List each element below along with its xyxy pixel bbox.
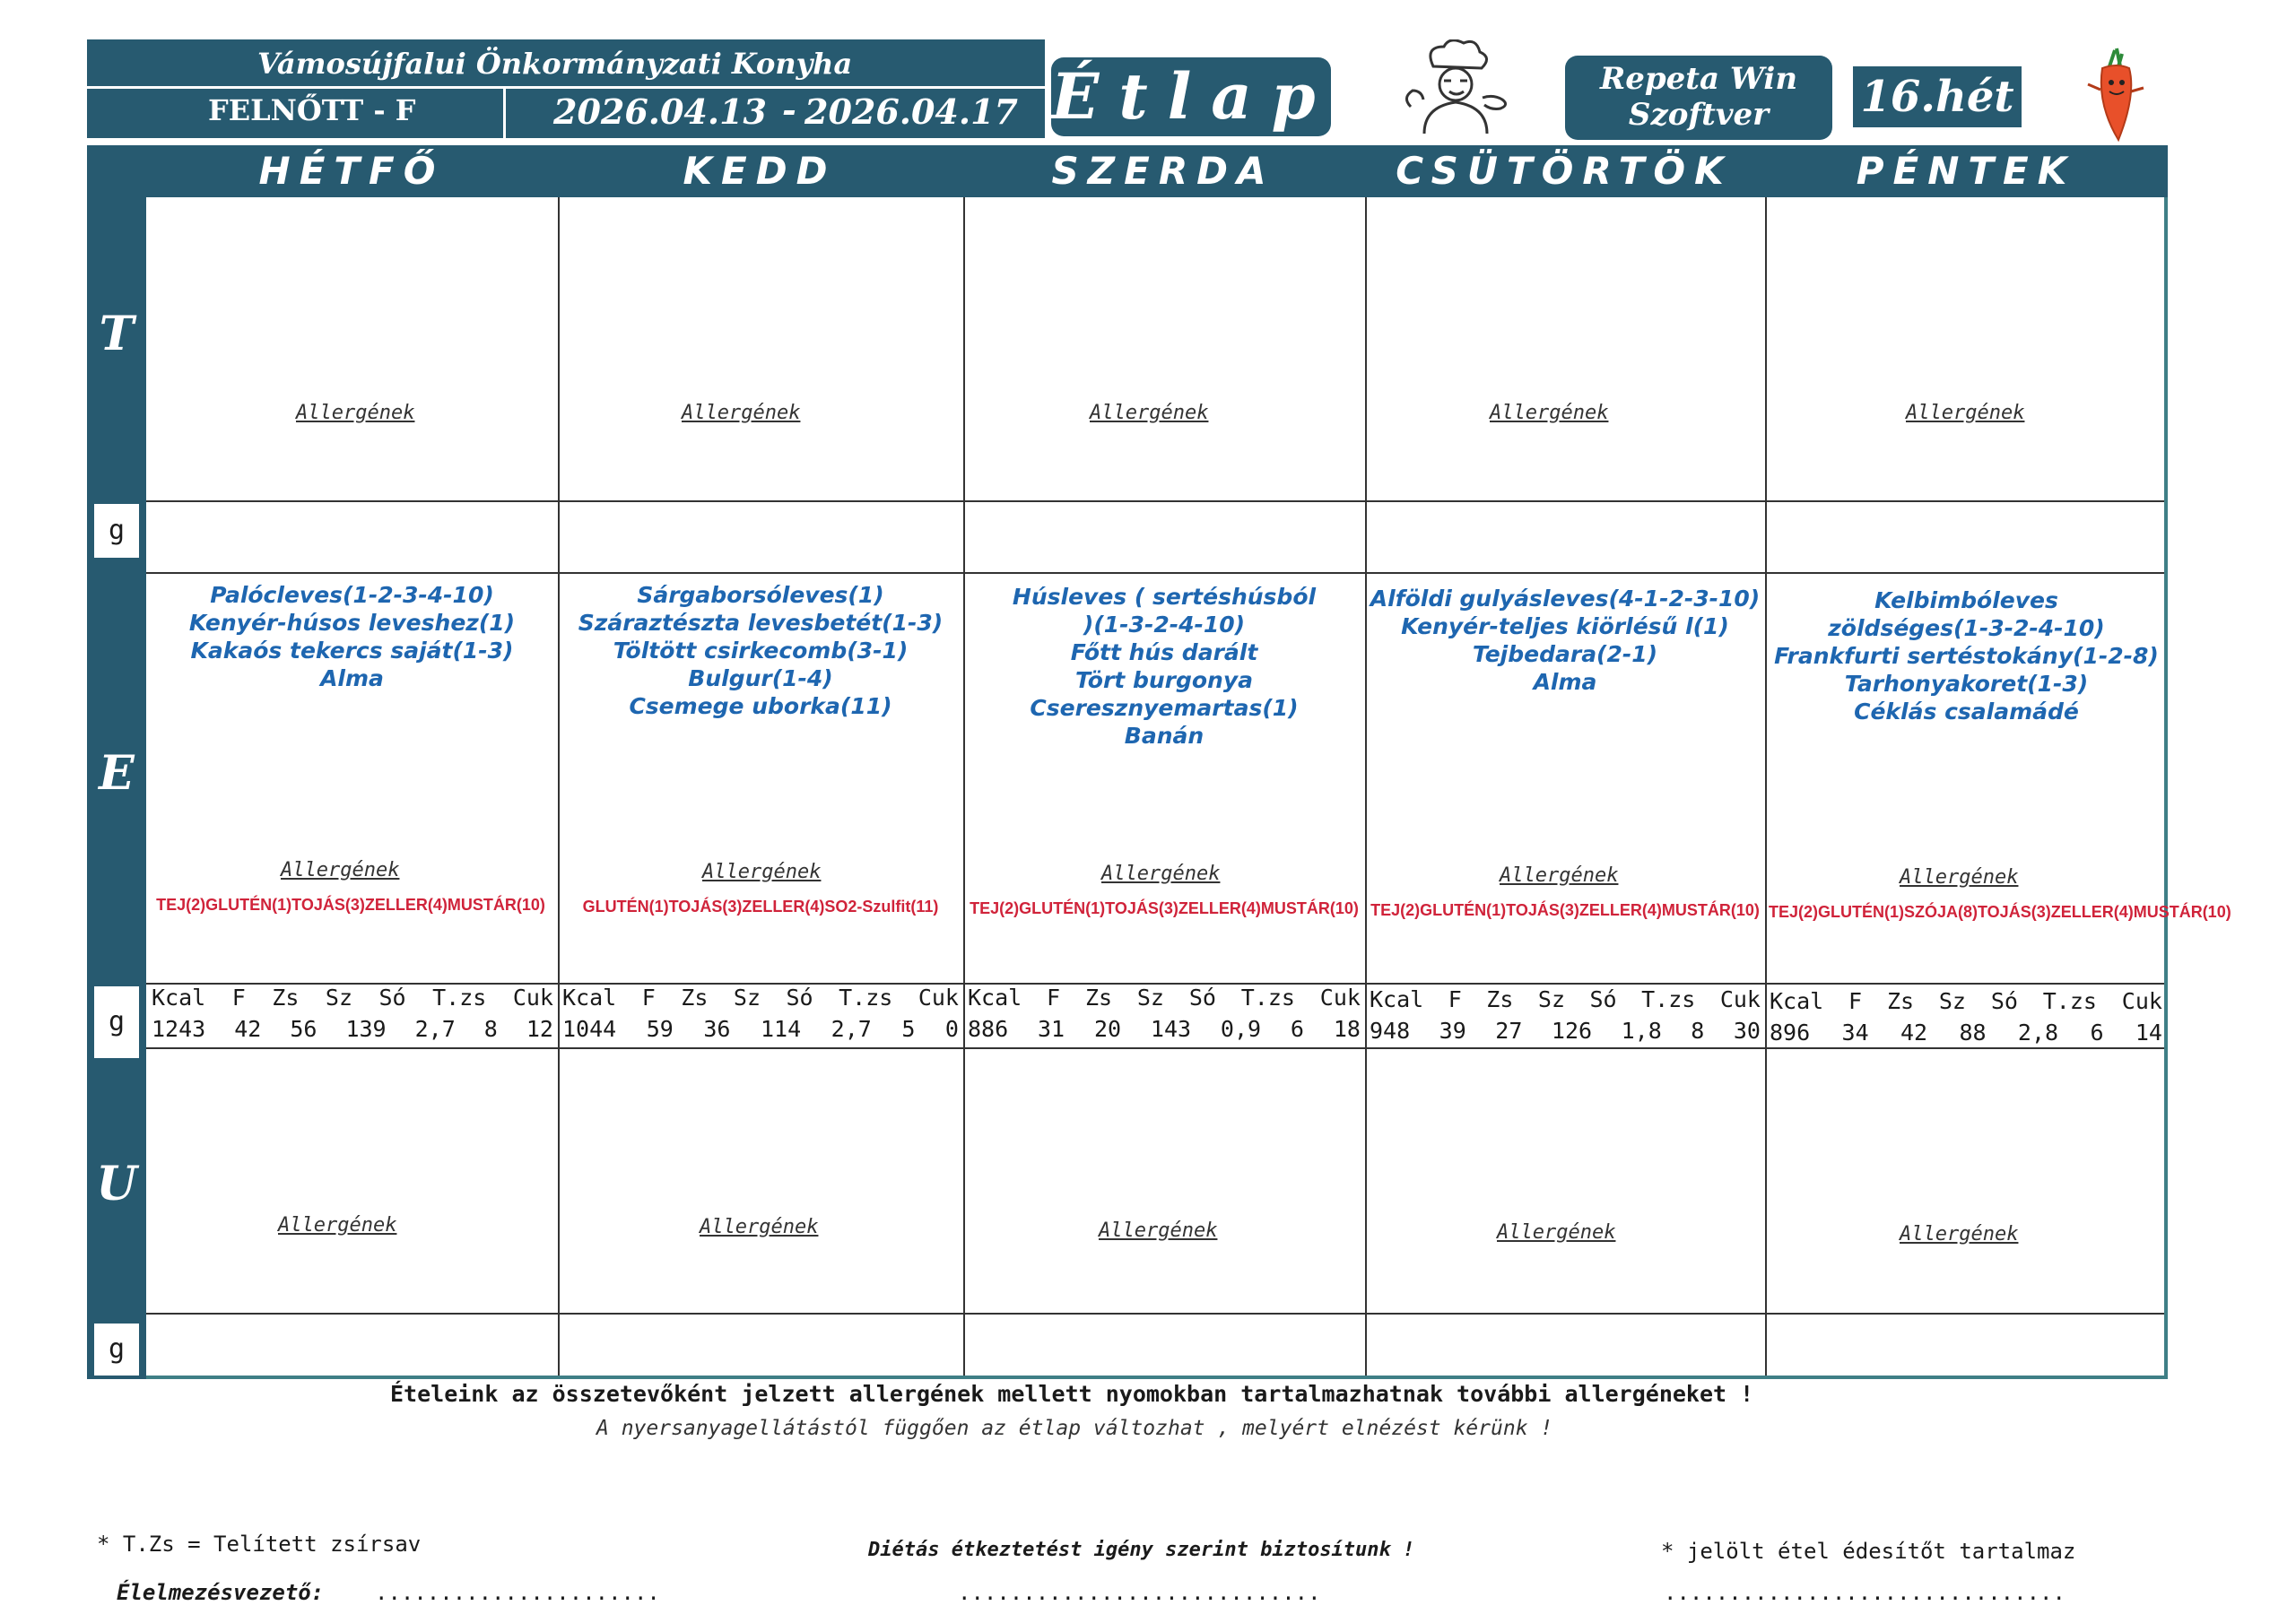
- date-to: 2026.04.17: [804, 91, 1018, 132]
- header-divider: [87, 86, 1045, 89]
- nutrition-values: 896 34 42 88 2,8 6 14: [1770, 1020, 2162, 1046]
- nutrition-values: 1044 59 36 114 2,7 5 0: [562, 1016, 959, 1042]
- change-notice: A nyersanyagellátástól függően az étlap változhat , melyért elnézést kérünk !: [596, 1417, 1553, 1440]
- column-divider: [558, 197, 560, 1376]
- signature-line-center: ............................: [958, 1580, 1321, 1605]
- lunch-allergen-label: Allergének: [1900, 866, 2019, 889]
- dish-item: Kelbimbóleves: [1874, 587, 2058, 613]
- meal-breakfast-label: T: [99, 307, 135, 361]
- dish-item: )(1-3-2-4-10): [1083, 612, 1246, 638]
- software-name: Repeta Win: [1599, 61, 1798, 97]
- dish-item: Alföldi gulyásleves(4-1-2-3-10): [1370, 586, 1761, 612]
- dish-item: Kenyér-húsos leveshez(1): [188, 610, 516, 636]
- menu-group: FELNŐTT - F: [208, 93, 416, 127]
- meal-dinner-label: U: [96, 1157, 137, 1211]
- date-separator: -: [782, 90, 796, 130]
- dish-item: Tört burgonya: [1074, 667, 1254, 693]
- manager-label: Élelmezésvezető:: [117, 1580, 325, 1605]
- lunch-allergens-friday: TEJ(2)GLUTÉN(1)SZÓJA(8)TOJÁS(3)ZELLER(4)MUSTÁR(10): [1769, 903, 2231, 921]
- dish-item: Kenyér-teljes kiörlésű l(1): [1401, 613, 1729, 639]
- day-monday: HÉTFŐ: [258, 149, 445, 193]
- nutrition-header: Kcal F Zs Sz Só T.zs Cuk: [1770, 988, 2162, 1014]
- menu-grid: [146, 197, 2231, 1379]
- dish-item: Főtt hús darált: [1070, 639, 1258, 665]
- breakfast-allergen-label: Allergének: [1090, 402, 1209, 424]
- lunch-allergens-thursday: TEJ(2)GLUTÉN(1)TOJÁS(3)ZELLER(4)MUSTÁR(10): [1370, 901, 1760, 919]
- week-label: 16.hét: [1853, 66, 2022, 127]
- dish-item: Tarhonyakoret(1-3): [1844, 671, 2089, 697]
- manager-signature-line: ......................: [375, 1580, 660, 1605]
- nutrition-monday: [152, 985, 553, 1042]
- day-thursday: CSÜTÖRTÖK: [1396, 149, 1733, 193]
- grams-label: g: [94, 1324, 139, 1376]
- dish-item: Csemege uborka(11): [629, 693, 892, 719]
- lunch-dishes-monday: [146, 581, 558, 692]
- nutrition-header: Kcal F Zs Sz Só T.zs Cuk: [1370, 986, 1761, 1012]
- row-divider: [146, 1047, 2164, 1049]
- kitchen-name: Vámosújfalui Önkormányzati Konyha: [257, 47, 853, 81]
- nutrition-tuesday: [562, 985, 959, 1042]
- dish-item: Töltött csirkecomb(3-1): [613, 638, 909, 664]
- chef-logo-icon: [1388, 39, 1525, 138]
- breakfast-allergen-label: Allergének: [682, 402, 801, 424]
- header-divider-vertical: [503, 89, 506, 138]
- nutrition-friday: [1770, 988, 2162, 1046]
- dish-item: Alma: [1533, 669, 1597, 695]
- column-divider: [963, 197, 965, 1376]
- meal-rows-band: [87, 197, 146, 1379]
- row-divider: [146, 1313, 2164, 1315]
- lunch-allergen-label: Allergének: [702, 861, 822, 883]
- lunch-dishes-tuesday: [558, 581, 963, 720]
- nutrition-thursday: [1370, 986, 1761, 1044]
- dish-item: Tejbedara(2-1): [1472, 641, 1658, 667]
- day-tuesday: KEDD: [683, 149, 837, 193]
- nutrition-wednesday: [968, 985, 1361, 1042]
- days-header: [87, 145, 2168, 197]
- breakfast-allergen-label: Allergének: [1906, 402, 2025, 424]
- meal-lunch-label: E: [99, 746, 135, 801]
- lunch-allergen-label: Allergének: [1101, 863, 1221, 885]
- lunch-dishes-thursday: [1365, 585, 1765, 696]
- sweetener-note: * jelölt étel édesítőt tartalmaz: [1661, 1539, 2076, 1564]
- dinner-allergen-label: Allergének: [1099, 1219, 1218, 1242]
- dish-item: zöldséges(1-3-2-4-10): [1828, 615, 2105, 641]
- lunch-allergens-tuesday: GLUTÉN(1)TOJÁS(3)ZELLER(4)SO2-Szulfit(11): [582, 898, 939, 916]
- nutrition-values: 948 39 27 126 1,8 8 30: [1370, 1018, 1761, 1044]
- dinner-allergen-label: Allergének: [1497, 1221, 1616, 1244]
- date-from: 2026.04.13: [553, 91, 767, 132]
- lunch-dishes-wednesday: [963, 583, 1365, 750]
- column-divider: [1365, 197, 1367, 1376]
- dish-item: Alma: [320, 665, 384, 691]
- diet-note: Diétás étkeztetést igény szerint biztosítunk !: [868, 1539, 1415, 1561]
- dish-item: Száraztészta levesbetét(1-3): [578, 610, 944, 636]
- breakfast-allergen-label: Allergének: [1490, 402, 1609, 424]
- dish-item: Kakaós tekercs saját(1-3): [190, 638, 514, 664]
- lunch-allergens-monday: TEJ(2)GLUTÉN(1)TOJÁS(3)ZELLER(4)MUSTÁR(10): [156, 896, 545, 914]
- allergen-notice: Ételeink az összetevőként jelzett allergének mellett nyomokban tartalmazhatnak további allergéneket !: [390, 1381, 1754, 1407]
- tzs-note: * T.Zs = Telített zsírsav: [97, 1532, 422, 1557]
- signature-line-right: ...............................: [1664, 1580, 2066, 1605]
- dish-item: Bulgur(1-4): [688, 665, 833, 691]
- dish-item: Húsleves ( sertéshúsból: [1012, 584, 1317, 610]
- lunch-dishes-friday: [1765, 586, 2168, 725]
- grams-label: g: [94, 504, 139, 558]
- lunch-allergen-label: Allergének: [281, 859, 400, 881]
- day-wednesday: SZERDA: [1051, 149, 1275, 193]
- breakfast-allergen-label: Allergének: [296, 402, 415, 424]
- dinner-allergen-label: Allergének: [1900, 1223, 2019, 1245]
- dinner-allergen-label: Allergének: [700, 1216, 819, 1238]
- column-divider: [1765, 197, 1767, 1376]
- row-divider: [146, 500, 2164, 502]
- dish-item: Banán: [1124, 723, 1205, 749]
- nutrition-values: 1243 42 56 139 2,7 8 12: [152, 1016, 553, 1042]
- carrot-mascot-icon: [2081, 47, 2151, 143]
- lunch-allergens-wednesday: TEJ(2)GLUTÉN(1)TOJÁS(3)ZELLER(4)MUSTÁR(10): [970, 899, 1359, 917]
- software-subtitle: Szoftver: [1628, 97, 1770, 133]
- dish-item: Sárgaborsóleves(1): [637, 582, 884, 608]
- row-divider: [146, 572, 2164, 574]
- dish-item: Cseresznyemartas(1): [1030, 695, 1299, 721]
- dish-item: Céklás csalamádé: [1854, 699, 2079, 725]
- header-band: [87, 39, 1045, 138]
- dish-item: Palócleves(1-2-3-4-10): [210, 582, 494, 608]
- dinner-allergen-label: Allergének: [278, 1214, 397, 1237]
- nutrition-values: 886 31 20 143 0,9 6 18: [968, 1016, 1361, 1042]
- software-badge: [1565, 56, 1832, 140]
- day-friday: PÉNTEK: [1856, 149, 2076, 193]
- nutrition-header: Kcal F Zs Sz Só T.zs Cuk: [562, 985, 959, 1011]
- lunch-allergen-label: Allergének: [1500, 864, 1619, 887]
- nutrition-header: Kcal F Zs Sz Só T.zs Cuk: [152, 985, 553, 1011]
- dish-item: Frankfurti sertéstokány(1-2-8): [1774, 643, 2159, 669]
- menu-title: Étlap: [1051, 57, 1331, 136]
- nutrition-header: Kcal F Zs Sz Só T.zs Cuk: [968, 985, 1361, 1011]
- grams-label: g: [94, 986, 139, 1058]
